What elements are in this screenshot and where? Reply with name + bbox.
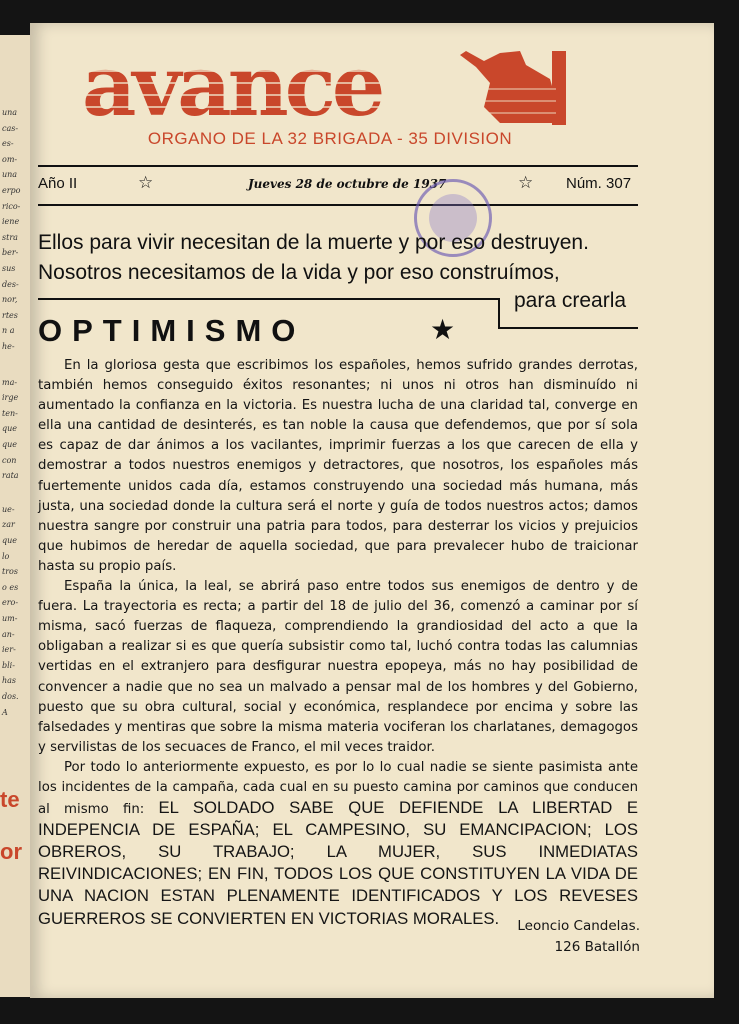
left-page-fragment: rico- bbox=[2, 201, 21, 211]
article-title: OPTIMISMO bbox=[38, 313, 306, 348]
left-page-fragment: iene bbox=[2, 217, 20, 227]
star-icon: ★ bbox=[430, 314, 456, 345]
left-page-fragment: des- bbox=[2, 279, 19, 289]
divider bbox=[38, 298, 498, 300]
slogan-line-2: Nosotros necesitamos de la vida y por eso construímos, bbox=[38, 261, 560, 284]
left-page-fragment: ma- bbox=[2, 377, 18, 387]
left-page-fragment: o es bbox=[2, 582, 19, 592]
issue-info-row bbox=[38, 173, 638, 197]
soldier-illustration bbox=[460, 51, 566, 125]
left-page-fragment: con bbox=[2, 455, 17, 465]
left-page-fragment: una bbox=[2, 108, 18, 117]
slogan bbox=[38, 228, 638, 312]
left-page-fragment: has bbox=[2, 676, 17, 686]
logo-text: avance bbox=[82, 49, 382, 127]
left-page-fragment: zar bbox=[2, 520, 15, 530]
issue-number: Núm. 307 bbox=[566, 175, 632, 192]
left-page-fragment: sus bbox=[2, 264, 16, 273]
left-page-fragment: ier- bbox=[2, 645, 16, 655]
masthead-subtitle: ORGANO DE LA 32 BRIGADA - 35 DIVISION bbox=[147, 129, 513, 148]
article-body bbox=[38, 356, 638, 931]
slogan-line-1: Ellos para vivir necesitan de la muerte y por eso destruyen. bbox=[38, 231, 589, 254]
article-header bbox=[38, 313, 638, 349]
left-page-fragment: que bbox=[2, 536, 18, 545]
author-name: Leoncio Candelas. bbox=[517, 918, 640, 934]
paragraph-intro: Por todo lo anteriormente expuesto, es por lo lo cual nadie se siente pasimista ante los incidentes de la campaña, cada cual en su puesto camina por caminos que conducen al mismo fin: bbox=[38, 759, 638, 818]
left-page-fragment: he- bbox=[2, 342, 15, 351]
left-page-fragment: um- bbox=[2, 614, 18, 623]
divider bbox=[38, 204, 638, 206]
issue-year: Año II bbox=[38, 175, 78, 192]
paragraph: España la única, la leal, se abrirá paso entre todos sus enemigos de dentro y de fuera. La trayectoria es recta; a partir del 18 de julio del 36, comenzó a caminar por sí misma, sacó fuerzas de flaqueza, comprendiendo la grandiosidad del acto a que la obligaban a realizar si es que quería subsistir como tal, luchó contra todas las calumnias vertidas en el extranjero para desfigurar nuestra epopeya, más no hay posibilidad de convencer a nadie que no sea un malvado a pensar mal de los hombres y del Gobierno, puesto que su obra cultural, social y económica, resplandece por encima y sobre las falsedades y mentiras que sobre la misma materia vociferan los charlatanes, demagogos y servilistas de los secuaces de Franco, el mil veces traidor. bbox=[38, 579, 638, 755]
left-page-fragment: bli- bbox=[2, 660, 15, 670]
masthead-logo bbox=[80, 49, 570, 127]
left-page-fragment: lo bbox=[2, 551, 10, 561]
newspaper-page bbox=[30, 23, 714, 998]
paragraph-emphasis: EL SOLDADO SABE QUE DEFIENDE LA LIBERTAD E INDEPENCIA DE ESPAÑA; EL CAMPESINO, SU EMANCIPACION; LOS OBREROS, SU TRABAJO; LA MUJER, SUS INMEDIATAS REIVINDICACIONES; EN FIN, TODOS LOS QUE CONSTITUYEN LA VIDA DE UNA NACION ESTAN PLENAMENTE IDENTIFICADOS Y LOS REVESES GUERREROS SE CONVIERTEN EN VICTORIAS MORALES. bbox=[38, 798, 639, 928]
left-page-fragment: rtes bbox=[2, 310, 18, 320]
left-page-fragment: rata bbox=[2, 471, 19, 481]
left-page-fragment: dos. bbox=[2, 692, 19, 701]
left-page-fragment: stra bbox=[2, 232, 18, 242]
left-page-fragment: es- bbox=[2, 139, 14, 149]
left-page-fragment: tros bbox=[2, 567, 18, 577]
author-unit: 126 Batallón bbox=[554, 939, 640, 955]
star-icon: ☆ bbox=[518, 173, 534, 193]
divider bbox=[38, 165, 638, 167]
left-page-fragment: n a bbox=[2, 326, 15, 336]
star-icon: ☆ bbox=[138, 173, 154, 193]
left-page-fragment: om- bbox=[2, 154, 18, 164]
left-page-fragment: cas- bbox=[2, 123, 19, 133]
left-page-fragment: que bbox=[2, 440, 18, 449]
left-page-red-fragment: or bbox=[0, 839, 22, 864]
left-page-fragment: erpo bbox=[2, 186, 21, 195]
left-page-red-fragment: te bbox=[0, 787, 20, 812]
left-page-fragment: ten- bbox=[2, 408, 18, 418]
masthead bbox=[80, 49, 570, 127]
slogan-line-3: para crearla bbox=[514, 289, 627, 312]
paragraph bbox=[38, 758, 638, 931]
left-page-fragment: ue- bbox=[2, 504, 15, 514]
left-page-fragment: que bbox=[2, 424, 18, 434]
left-page-fragment: ber- bbox=[2, 248, 19, 258]
left-page-edge bbox=[0, 35, 30, 997]
left-page-fragment: an- bbox=[2, 629, 15, 639]
issue-date: Jueves 28 de octubre de 1937 bbox=[248, 177, 447, 191]
left-page-fragment: A bbox=[2, 707, 8, 717]
paragraph: En la gloriosa gesta que escribimos los españoles, hemos sufrido grandes derrotas, también hemos conseguido éxitos resonantes; ni unos ni otros han disminuído ni aumentado la confianza en la victoria. Es nuestra lucha de una claridad tal, converge en ella una cantidad de desinterés, es tan noble la causa que defendemos, que por sí sola es capaz de dar ánimos a los vacilantes, imprimir fuerzas a los que carecen de ella y demostrar a todos nuestros enemigos y detractores, que nosotros, los españoles más fuertemente unidos cada día, estamos construyendo una sociedad más humana, más justa, una sociedad donde la cultura será el norte y guía de todos nuestros actos; damos nuestra sangre por construir una patria para todos, para desterrar los vicios y prejuicios que hubimos de heredar de aquella sociedad, que para prevalecer hubo de traicionar hasta su propio país. bbox=[38, 358, 638, 574]
left-page-fragment: irge bbox=[2, 393, 19, 403]
left-page-fragment: nor, bbox=[2, 295, 18, 305]
left-page-fragment: ero- bbox=[2, 598, 19, 608]
signature bbox=[500, 916, 640, 958]
left-page-fragment: una bbox=[2, 170, 18, 180]
